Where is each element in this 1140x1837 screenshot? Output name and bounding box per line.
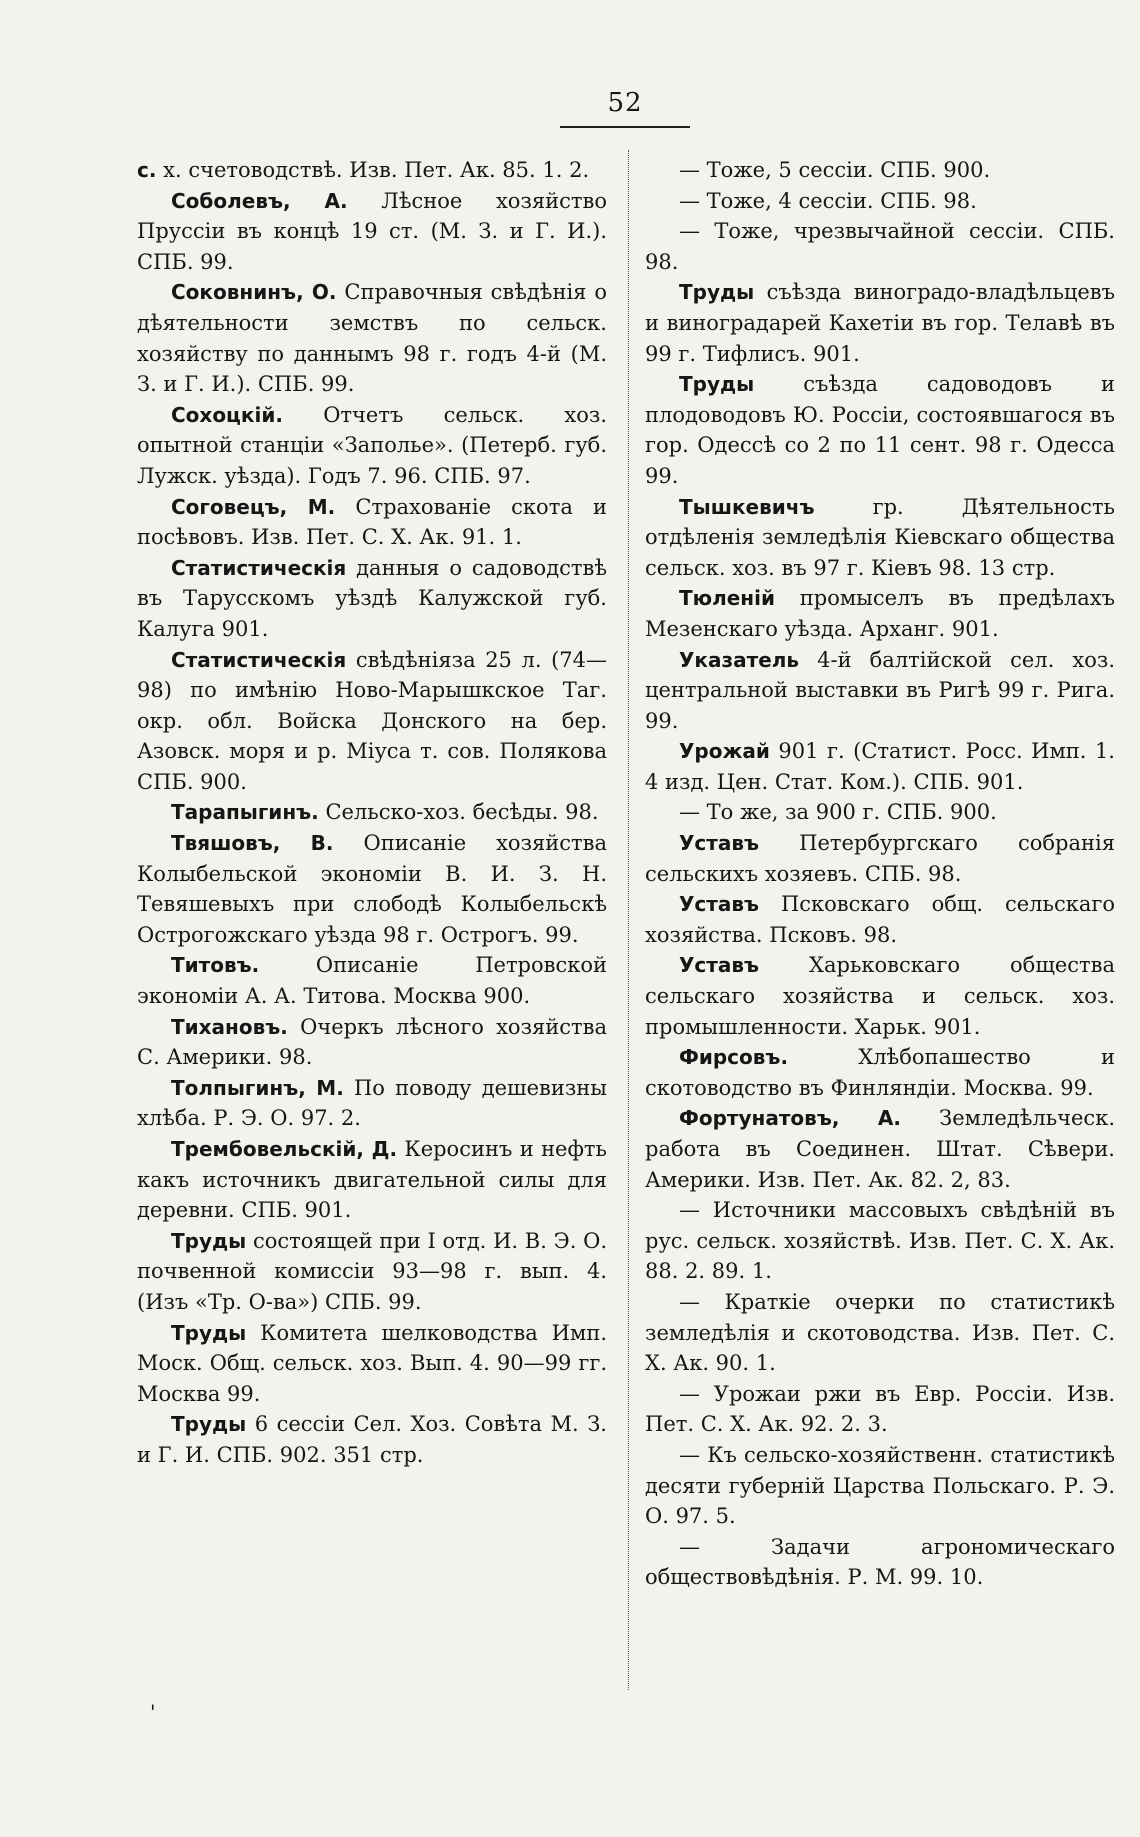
entry-text: Керосинъ и нефть какъ источникъ двигательной силы для деревни. СПБ. 901.	[137, 1137, 607, 1223]
bibliography-entry	[137, 492, 607, 553]
entry-heading: Труды	[679, 372, 755, 397]
entry-heading: Фортунатовъ, А.	[679, 1106, 901, 1131]
bibliography-entry	[645, 950, 1115, 1042]
bibliography-entry	[645, 828, 1115, 889]
bibliography-entry	[137, 950, 607, 1011]
bibliography-entry	[645, 645, 1115, 737]
entry-text: Описаніе Петровской экономіи А. А. Титова. Москва 900.	[137, 953, 607, 1009]
entry-text: 901 г. (Статист. Росс. Имп. 1. 4 изд. Цен. Стат. Ком.). СПБ. 901.	[645, 739, 1115, 794]
bibliography-entry	[645, 1440, 1115, 1532]
bibliography-entry	[137, 155, 607, 186]
entry-text: — Задачи агрономическаго обществовѣдѣнія. Р. М. 99. 10.	[645, 1534, 1115, 1590]
entry-text: Очеркъ лѣсного хозяйства С. Америки. 98.	[137, 1014, 607, 1070]
entry-text: 4-й балтійской сел. хоз. центральной выставки въ Ригѣ 99 г. Рига. 99.	[645, 647, 1115, 733]
bibliography-entry	[137, 277, 607, 399]
entry-heading: Фирсовъ.	[679, 1045, 789, 1070]
entry-heading: Тюленій	[679, 586, 775, 611]
bibliography-entry	[645, 1379, 1115, 1440]
entry-heading: Статистическія	[171, 555, 347, 580]
entry-heading: Соболевъ, А.	[171, 188, 348, 213]
entry-heading: Уставъ	[679, 892, 760, 917]
bibliography-entry	[645, 583, 1115, 644]
bibliography-entry	[137, 1012, 607, 1073]
entry-text: Земледѣльческ. работа въ Соединен. Штат. Сѣвери. Америки. Изв. Пет. Ак. 82. 2, 83.	[645, 1106, 1115, 1192]
bibliography-entry	[645, 155, 1115, 186]
entry-text: гр. Дѣятельность отдѣленія земледѣлія Кіевскаго общества сельск. хоз. въ 97 г. Кіевъ 98. 13 стр.	[645, 494, 1115, 580]
entry-text: Сельско-хоз. бесѣды. 98.	[318, 800, 599, 825]
bibliography-entry	[645, 1287, 1115, 1379]
entry-text: состоящей при I отд. И. В. Э. О. почвенной комиссіи 93—98 г. вып. 4. (Изъ «Тр. О-ва») СПБ. 99.	[137, 1228, 607, 1314]
column-divider	[628, 150, 629, 1690]
bibliography-entry	[137, 400, 607, 492]
entry-heading: Соговецъ, М.	[171, 494, 336, 519]
entry-text: — То же, за 900 г. СПБ. 900.	[679, 800, 997, 825]
bibliography-entry	[645, 1195, 1115, 1287]
entry-heading: Уставъ	[679, 831, 760, 856]
bibliography-entry	[645, 1532, 1115, 1593]
bottom-mark: '	[150, 1700, 156, 1724]
entry-heading: с.	[137, 158, 157, 182]
bibliography-entry	[645, 1103, 1115, 1195]
bibliography-entry	[137, 186, 607, 278]
entry-heading: Твяшовъ, В.	[171, 831, 334, 856]
bibliography-entry	[137, 645, 607, 798]
entry-text: Комитета шелководства Имп. Моск. Общ. сельск. хоз. Вып. 4. 90—99 гг. Москва 99.	[137, 1320, 607, 1406]
bibliography-entry	[645, 186, 1115, 217]
entry-text: — Источники массовыхъ свѣдѣній въ рус. сельск. хозяйствѣ. Изв. Пет. С. Х. Ак. 88. 2. 89. 1.	[645, 1198, 1115, 1284]
entry-text: Страхованіе скота и посѣвовъ. Изв. Пет. С. Х. Ак. 91. 1.	[137, 494, 607, 550]
entry-text: Лѣсное хозяйство Пруссіи въ концѣ 19 ст. (М. З. и Г. И.). СПБ. 99.	[137, 188, 607, 274]
entry-text: Петербургскаго собранія сельскихъ хозяевъ. СПБ. 98.	[645, 831, 1115, 886]
right-column	[645, 155, 1115, 1593]
page-number: 52	[607, 88, 643, 118]
entry-text: 6 сессіи Сел. Хоз. Совѣта М. З. и Г. И. СПБ. 902. 351 стр.	[137, 1412, 607, 1467]
entry-text: данныя о садоводствѣ въ Тарусскомъ уѣздѣ Калужской губ. Калуга 901.	[137, 555, 607, 641]
entry-text: Справочныя свѣдѣнія о дѣятельности земствъ по сельск. хозяйству по даннымъ 98 г. годъ 4-й (М. З. и Г. И.). СПБ. 99.	[137, 280, 607, 397]
entry-heading: Трембовельскій, Д.	[171, 1137, 398, 1161]
entry-heading: Тарапыгинъ.	[171, 800, 319, 825]
entry-heading: Уставъ	[679, 953, 760, 978]
entry-text: съѣзда виноградо-владѣльцевъ и виноградарей Кахетіи въ гор. Телавѣ въ 99 г. Тифлисъ. 901.	[645, 280, 1115, 366]
bibliography-entry	[137, 1226, 607, 1318]
entry-text: съѣзда садоводовъ и плодоводовъ Ю. Россіи, состоявшагося въ гор. Одессѣ со 2 по 11 сент. 98 г. Одесса 99.	[645, 372, 1115, 488]
entry-heading: Труды	[171, 1320, 247, 1345]
entry-heading: Указатель	[679, 647, 800, 672]
entry-text: промыселъ въ предѣлахъ Мезенскаго уѣзда. Арханг. 901.	[645, 586, 1115, 641]
entry-heading: Тихановъ.	[171, 1014, 288, 1039]
entry-text: — Тоже, чрезвычайной сессіи. СПБ. 98.	[645, 219, 1115, 274]
entry-text: — Тоже, 4 сессіи. СПБ. 98.	[679, 188, 977, 213]
entry-text: Харьковскаго общества сельскаго хозяйства и сельск. хоз. промышленности. Харьк. 901.	[645, 953, 1115, 1039]
bibliography-entry	[645, 492, 1115, 584]
left-column	[137, 155, 607, 1471]
entry-text: Хлѣбопашество и скотоводство въ Финляндіи. Москва. 99.	[645, 1045, 1115, 1100]
bibliography-entry	[137, 1073, 607, 1134]
entry-heading: Урожай	[679, 739, 770, 764]
entry-text: — Урожаи ржи въ Евр. Россіи. Изв. Пет. С. Х. Ак. 92. 2. 3.	[645, 1381, 1115, 1437]
entry-heading: Толпыгинъ, М.	[171, 1075, 344, 1100]
bibliography-entry	[645, 797, 1115, 828]
entry-text: — Тоже, 5 сессіи. СПБ. 900.	[679, 158, 991, 182]
entry-heading: Соковнинъ, О.	[171, 280, 337, 305]
bibliography-entry	[645, 216, 1115, 277]
bibliography-entry	[137, 1134, 607, 1226]
entry-text: — Къ сельско-хозяйственн. статистикѣ десяти губерній Царства Польскаго. Р. Э. О. 97. 5.	[645, 1442, 1115, 1529]
entry-heading: Статистическія	[171, 647, 347, 672]
entry-heading: Труды	[679, 280, 755, 305]
entry-heading: Титовъ.	[171, 953, 260, 978]
bibliography-entry	[137, 1409, 607, 1470]
entry-text: свѣдѣніяза 25 л. (74—98) по имѣнію Ново-Марышкское Таг. окр. обл. Войска Донского на бер. Азовск. моря и р. Міуса т. сов. Полякова СПБ. 900.	[137, 647, 607, 794]
bibliography-entry	[645, 1042, 1115, 1103]
entry-text: — Краткіе очерки по статистикѣ земледѣлія и скотоводства. Изв. Пет. С. Х. Ак. 90. 1.	[645, 1289, 1115, 1376]
bibliography-entry	[137, 553, 607, 645]
entry-text: х. счетоводствѣ. Изв. Пет. Ак. 85. 1. 2.	[156, 158, 590, 182]
entry-text: По поводу дешевизны хлѣба. Р. Э. О. 97. 2.	[137, 1075, 607, 1131]
entry-text: Псковскаго общ. сельскаго хозяйства. Псковъ. 98.	[645, 892, 1115, 947]
entry-heading: Труды	[171, 1412, 247, 1437]
entry-text: Отчетъ сельск. хоз. опытной станціи «Заполье». (Петерб. губ. Лужск. уѣзда). Годъ 7. 96. СПБ. 97.	[137, 402, 607, 488]
entry-heading: Сохоцкій.	[171, 402, 283, 427]
entry-heading: Труды	[171, 1228, 247, 1253]
entry-heading: Тышкевичъ	[679, 494, 815, 519]
bibliography-entry	[645, 369, 1115, 491]
header-rule	[560, 126, 690, 128]
bibliography-entry	[645, 889, 1115, 950]
bibliography-entry	[645, 736, 1115, 797]
bibliography-entry	[137, 828, 607, 950]
bibliography-entry	[137, 1318, 607, 1410]
entry-text: Описаніе хозяйства Колыбельской экономіи В. И. З. Н. Тевяшевыхъ при слободѣ Колыбельскѣ Острогожскаго уѣзда 98 г. Острогъ. 99.	[137, 831, 607, 947]
bibliography-entry	[137, 797, 607, 828]
bibliography-entry	[645, 277, 1115, 369]
